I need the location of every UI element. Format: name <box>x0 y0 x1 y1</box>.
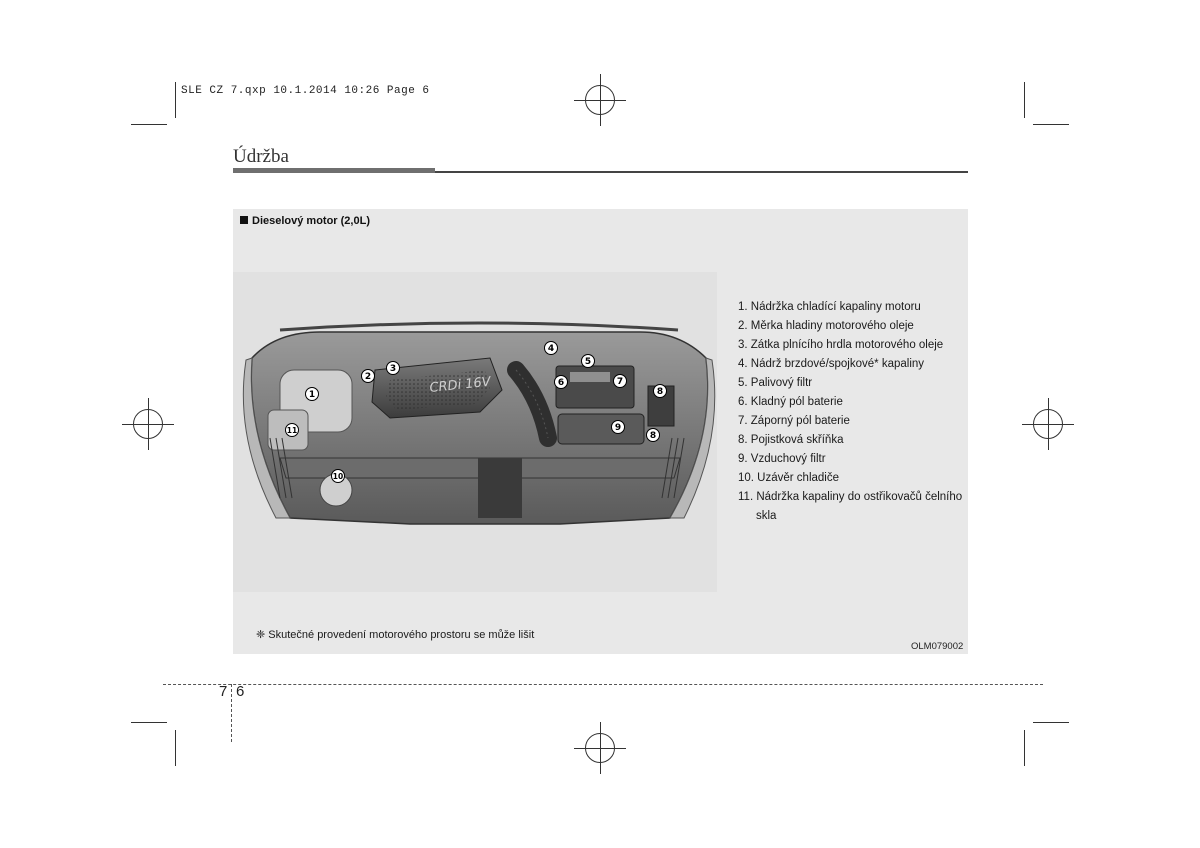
crop-mark <box>1024 82 1025 118</box>
callout-10 <box>332 470 345 483</box>
callout-3 <box>387 362 400 375</box>
svg-text:7: 7 <box>616 377 624 387</box>
registration-mark-top <box>585 85 615 115</box>
engine-logo: CRDi 16V <box>428 374 492 396</box>
square-bullet-icon <box>240 216 248 224</box>
air-filter-box <box>558 414 644 444</box>
crop-mark <box>175 82 176 118</box>
callout-1 <box>306 388 319 401</box>
legend-item: 9. Vzduchový filtr <box>738 453 826 465</box>
figure-code: OLM079002 <box>911 641 964 652</box>
footer-dashed-rule <box>163 684 1043 685</box>
legend-item: 7. Záporný pól baterie <box>738 415 850 427</box>
svg-text:8: 8 <box>649 431 657 441</box>
crop-mark <box>1024 730 1025 766</box>
callout-11 <box>286 424 299 437</box>
svg-text:8: 8 <box>656 387 664 397</box>
crop-mark <box>131 722 167 723</box>
crop-mark <box>131 124 167 125</box>
legend-item: 3. Zátka plnícího hrdla motorového oleje <box>738 339 944 351</box>
svg-text:6: 6 <box>557 378 565 388</box>
component-legend <box>738 298 966 526</box>
legend-item: 8. Pojistková skříňka <box>738 434 844 446</box>
svg-text:1: 1 <box>308 390 316 400</box>
legend-item: 2. Měrka hladiny motorového oleje <box>738 320 914 332</box>
crop-mark <box>1033 722 1069 723</box>
callout-8a <box>654 385 667 398</box>
svg-text:3: 3 <box>389 364 397 374</box>
callout-2 <box>362 370 375 383</box>
heading-rule-thin <box>435 171 968 173</box>
legend-item: 5. Palivový filtr <box>738 377 813 389</box>
svg-text:10: 10 <box>332 472 344 481</box>
legend-item: 10. Uzávěr chladiče <box>738 472 839 484</box>
section-title: Údržba <box>233 146 289 167</box>
legend-item: 1. Nádržka chladící kapaliny motoru <box>738 301 921 313</box>
svg-text:4: 4 <box>547 344 555 354</box>
figure-note: ❈ Skutečné provedení motorového prostoru se může lišit <box>256 629 535 641</box>
page-number: 6 <box>236 683 245 700</box>
print-slug: SLE CZ 7.qxp 10.1.2014 10:26 Page 6 <box>181 85 430 97</box>
legend-item: 11. Nádržka kapaliny do ostřikovačů čelního skla <box>738 491 963 522</box>
svg-text:2: 2 <box>364 372 372 382</box>
registration-mark-bottom <box>585 733 615 763</box>
callout-8b <box>647 429 660 442</box>
callout-6 <box>555 376 568 389</box>
legend-item: 6. Kladný pól baterie <box>738 396 843 408</box>
legend-item: 4. Nádrž brzdové/spojkové* kapaliny <box>738 358 925 370</box>
engine-bay-illustration <box>240 318 718 528</box>
svg-text:11: 11 <box>286 426 298 435</box>
callout-4 <box>545 342 558 355</box>
registration-mark-right <box>1033 409 1063 439</box>
heading-rule-thick <box>233 168 435 173</box>
svg-text:9: 9 <box>614 423 622 433</box>
callout-5 <box>582 355 595 368</box>
callout-7 <box>614 375 627 388</box>
crop-mark <box>1033 124 1069 125</box>
hood-edge <box>280 323 678 330</box>
figure-title-text: Dieselový motor (2,0L) <box>252 215 370 227</box>
svg-text:5: 5 <box>584 357 592 367</box>
crop-mark <box>175 730 176 766</box>
chapter-number: 7 <box>219 683 228 700</box>
registration-mark-left <box>133 409 163 439</box>
callout-9 <box>612 421 625 434</box>
page-number-divider <box>231 684 232 742</box>
figure-title <box>240 215 370 227</box>
